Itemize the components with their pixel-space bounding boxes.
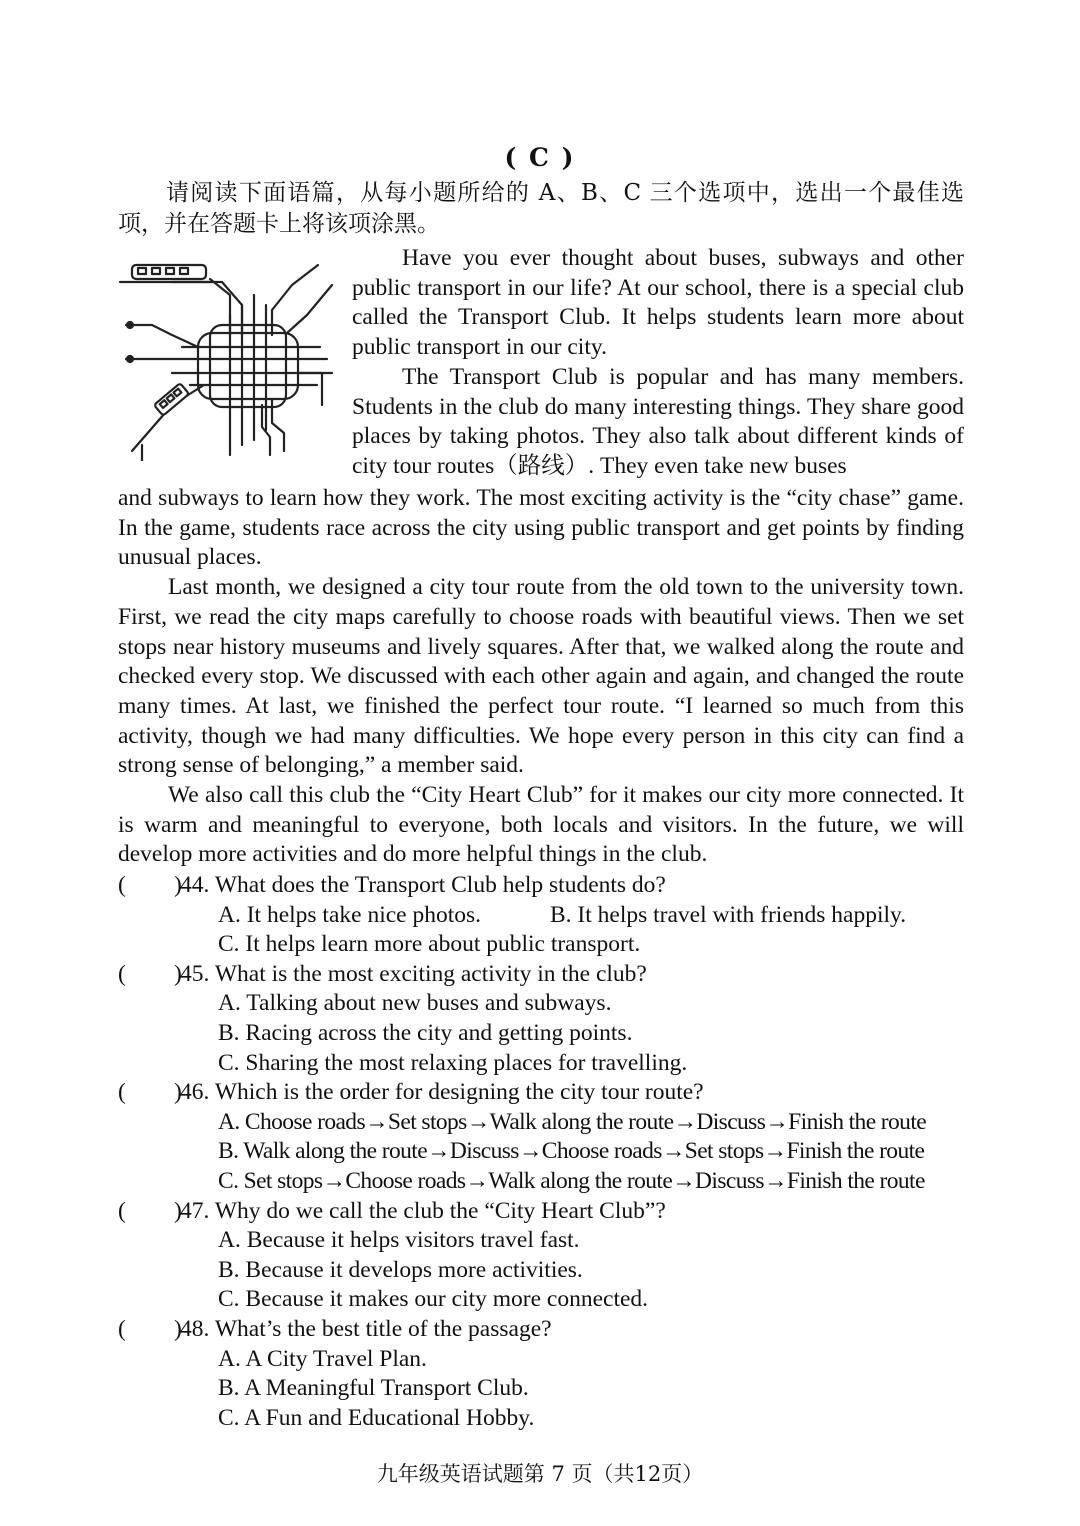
- question-46: [118, 1078, 978, 1196]
- train-icon: [120, 265, 212, 282]
- answer-bracket-close: ): [174, 1079, 182, 1106]
- option-a: A. It helps take nice photos.: [218, 901, 482, 928]
- question-stem: 44. What does the Transport Club help students do?: [180, 872, 666, 898]
- option-c: C. It helps learn more about public transport.: [218, 931, 641, 958]
- question-48: [118, 1315, 978, 1433]
- option-a: A. A City Travel Plan.: [218, 1345, 427, 1372]
- option-b: B. It helps travel with friends happily.: [550, 901, 907, 928]
- question-45: [118, 960, 978, 1078]
- answer-bracket-close: ): [174, 960, 182, 987]
- option-c: C. Because it makes our city more connected.: [218, 1286, 649, 1313]
- question-stem: 48. What’s the best title of the passage?: [180, 1315, 552, 1342]
- option-c: C. A Fun and Educational Hobby.: [218, 1404, 535, 1431]
- answer-bracket-close: ): [174, 872, 182, 898]
- answer-bracket-open: (: [118, 1079, 126, 1106]
- answer-bracket-open: (: [118, 1315, 126, 1342]
- option-c: C. Set stops→Choose roads→Walk along the route→Discuss→Finish the route: [218, 1167, 925, 1194]
- question-stem: 46. Which is the order for designing the city tour route?: [180, 1079, 704, 1106]
- passage-paragraph-4: We also call this club the “City Heart Club” for it makes our city more connected. It is warm and meaningful to everyone, both locals and visitors. In the future, we will develop more activities and do more helpful things in the club.: [118, 782, 964, 868]
- option-c: C. Sharing the most relaxing places for travelling.: [218, 1049, 688, 1076]
- question-44: [118, 871, 978, 960]
- question-stem: 45. What is the most exciting activity in the club?: [180, 960, 647, 987]
- answer-bracket-close: ): [174, 1315, 182, 1342]
- answer-bracket-open: (: [118, 1197, 126, 1224]
- option-row: [118, 901, 978, 931]
- passage-paragraph-2-start: The Transport Club is popular and has many members. Students in the club do many interesting things. They share good places by taking photos. They also talk about different kinds of city tour routes（路线）. They even take new buses: [352, 363, 964, 479]
- option-b: B. Because it develops more activities.: [218, 1256, 583, 1283]
- question-list: [118, 871, 978, 1433]
- section-title: ( C ): [504, 143, 576, 172]
- passage-paragraph-1: Have you ever thought about buses, subways and other public transport in our life? At our school, there is a special club called the Transport Club. It helps students learn more about public transport in our city.: [352, 245, 964, 361]
- answer-bracket-open: (: [118, 872, 126, 898]
- question-47: [118, 1197, 978, 1315]
- subway-map-illustration: [112, 255, 340, 461]
- option-b: B. Walk along the route→Discuss→Choose roads→Set stops→Finish the route: [218, 1138, 925, 1165]
- option-a: A. Talking about new buses and subways.: [218, 990, 612, 1017]
- option-a: A. Choose roads→Set stops→Walk along the route→Discuss→Finish the route: [218, 1108, 927, 1135]
- page-footer: 九年级英语试题第 7 页（共12页）: [376, 1462, 704, 1486]
- instruction-text: 请阅读下面语篇，从每小题所给的 A、B、C 三个选项中，选出一个最佳选项，并在答题卡上将该项涂黑。: [118, 180, 964, 237]
- answer-bracket-close: ): [174, 1197, 182, 1224]
- option-b: B. A Meaningful Transport Club.: [218, 1375, 529, 1402]
- answer-bracket-open: (: [118, 960, 126, 987]
- passage-wrapped-section: [352, 244, 964, 482]
- option-b: B. Racing across the city and getting points.: [218, 1019, 633, 1046]
- passage-paragraph-2-end: and subways to learn how they work. The most exciting activity is the “city chase” game. In the game, students race across the city using public transport and get points by finding unusual places.: [118, 485, 964, 571]
- passage-paragraph-3: Last month, we designed a city tour route from the old town to the university town. First, we read the city maps carefully to choose roads with beautiful views. Then we set stops near history museums and lively squares. After that, we walked along the route and checked every stop. We discussed with each other again and again, and changed the route many times. At last, we finished the perfect tour route. “I learned so much from this activity, though we had many difficulties. We hope every person in this city can find a strong sense of belonging,” a member said.: [118, 574, 964, 779]
- passage-full-section: [118, 484, 964, 870]
- option-a: A. Because it helps visitors travel fast.: [218, 1227, 580, 1254]
- question-stem: 47. Why do we call the club the “City Heart Club”?: [180, 1197, 666, 1224]
